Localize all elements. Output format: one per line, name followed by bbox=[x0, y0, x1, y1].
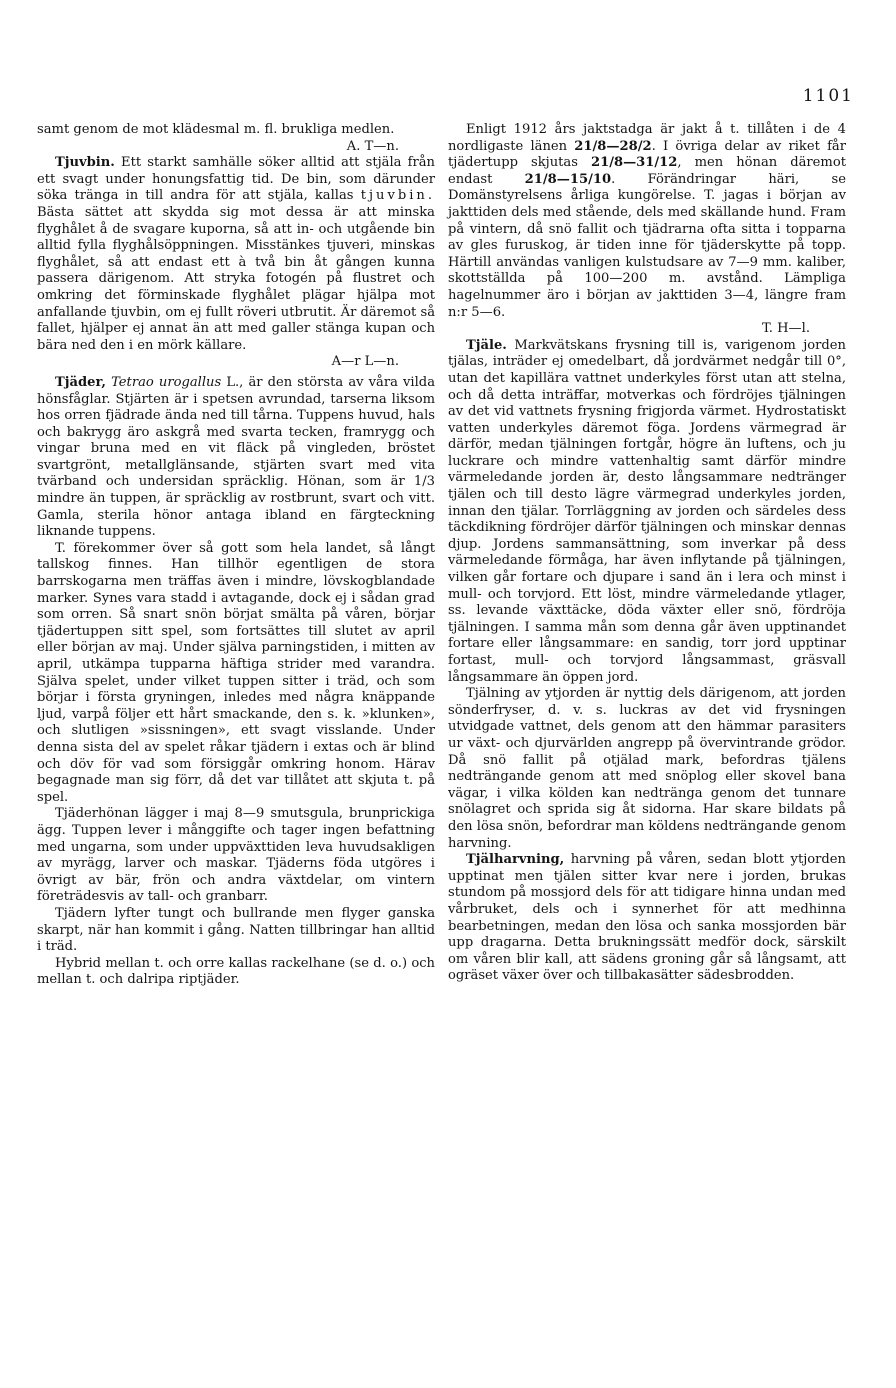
hunting-date-3: 21/8—15/10 bbox=[524, 171, 612, 187]
tjuvbin-tail bbox=[37, 122, 435, 155]
entry-tjader-headword: Tjäder, bbox=[55, 374, 106, 390]
entry-tjader-hunting bbox=[448, 122, 846, 338]
right-column bbox=[448, 122, 846, 985]
entry-tjale-headword: Tjäle. bbox=[466, 337, 507, 353]
entry-tjader bbox=[37, 375, 435, 541]
hunting-date-1: 21/8—28/2 bbox=[574, 138, 652, 154]
entry-tjader-paragraph-5: Hybrid mellan t. och orre kallas rackelhane (se d. o.) och mellan t. och dalripa riptjäder. bbox=[37, 955, 435, 988]
entry-tjader-latin-name: Tetrao urogallus bbox=[111, 374, 222, 390]
entry-tjuvbin-text-a: Ett starkt samhälle söker alltid att stjäla från ett svagt under honungsfattig tid. De bin, som därunder söka tränga in till andra för att stjäla, kallas bbox=[37, 155, 435, 204]
entry-tjale-text: Markvätskans frysning till is, varigenom jorden tjälas, inträder ej omedelbart, då jordvärmet nedgår till 0°, utan det kapillära vattnet underkyles först utan att stelna, och då detta inträffar, motverkas och fördröjes tjälningen av det vid vattnets frysning frigjorda värmet. Hydrostatiskt vatten underkyles däremot föga. Jordens värmegrad är därför, medan tjälningen fortgår, högre än luftens, och ju luckrare och mindre vattenhaltig samt därför mindre värmeledande jorden är, desto långsammare nedtränger tjälen och till desto lägre värmegrad underkyles jorden, innan den tjälar. Torrläggning av jorden och särdeles dess täckdikning fördröjer därför tjälningen och minskar dennas djup. Jordens sammansättning, som inverkar på dess värmeledande förmåga, har även inflytande på tjälningen, vilken går fortare och djupare i sand än i lera och minst i mull- och torvjord. Ett löst, mindre värmeledande ytlager, ss. levande växttäcke, döda växter eller snö, fördröja tjälningen. I samma mån som denna går även upptinandet fortare eller långsammare: en sandig, torr jord upptinar fortast, mull- och torvjord långsammast, gräsvall långsammare än öppen jord. bbox=[448, 337, 846, 685]
entry-tjuvbin bbox=[37, 155, 435, 371]
hunting-text-1: Enligt 1912 års jaktstadga är jakt å t. tillåten i de 4 nordligaste länen bbox=[448, 122, 846, 154]
entry-tjader-paragraph-2: T. förekommer över så gott som hela landet, så långt tallskog finnes. Han tillhör egentligen de stora barrskogarna men träffas även i mindre, lövskogblandade marker. Synes vara stadd i avtagande, dock ej i sådan grad som orren. Så snart snön börjat smälta på våren, börjar tjädertuppen sitt spel, som fortsättes till slutet av april eller början av maj. Under själva parningstiden, i mitten av april, utkämpa tupparna häftiga strider med varandra. Själva spelet, under vilket tuppen sitter i träd, och som börjar i första gryningen, inledes med några knäppande ljud, varpå följer ett hårt smackande, den s. k. »klunken», och slutligen »sissningen», ett svagt visslande. Under denna sista del av spelet råkar tjädern i extas och är blind och döv för vad som försiggår omkring honom. Härav begagnade man sig förr, då det var tillåtet att skjuta t. på spel. bbox=[37, 540, 435, 805]
entry-tjader-fraction: 1/3 bbox=[413, 474, 435, 490]
entry-tjalharvning-text: harvning på våren, sedan blott ytjorden upptinat men tjälen sitter kvar nere i jorden, brukas stundom på mossjord dels för att tidigare hinna undan med vårbruket, dels och i synnerhet för att medhinna bearbetningen, medan den lösa och sanka mossjorden bär upp dragarna. Detta brukningssätt medför dock, särskilt om våren blir kall, att sädens groning går så långsamt, att ogräset växer över och tillbakasätter sädesbrodden. bbox=[448, 852, 846, 984]
entry-tjader-text-a: L., är den största av våra vilda hönsfåglar. Stjärten är i spetsen avrundad, tarserna liksom hos orren fjädrade ända ned till tårna. Tuppens huvud, hals och bakrygg äro askgrå med svarta tecken, framrygg och vingar bruna med en vit fläck på vingleden, bröstet svartgrönt, metallglänsande, stjärten svart med vita tvärband och undersidan spräcklig. Hönan, som är bbox=[37, 374, 435, 490]
entry-tjalharvning bbox=[448, 852, 846, 985]
entry-tjader-paragraph-3: Tjäderhönan lägger i maj 8—9 smutsgula, brunprickiga ägg. Tuppen lever i månggifte och tager ingen befattning med ungarna, som under uppväxttiden leva huvudsakligen av myrägg, larver och maskar. Tjäderns föda utgöres i övrigt av bär, frön och andra växtdelar, om vintern företrädesvis av tall- och granbarr. bbox=[37, 806, 435, 905]
entry-tjuvbin-headword: Tjuvbin. bbox=[55, 155, 115, 171]
page-number: 1101 bbox=[802, 86, 854, 106]
entry-tjale-paragraph-2: Tjälning av ytjorden är nyttig dels därigenom, att jorden sönderfryser, d. v. s. luckras av det vid frysningen utvidgade vattnet, dels genom att den hämmar parasiters ur växt- och djurvärlden angrepp på övervintrande grödor. Då snö fallit på otjälad mark, befordras tjälens nedträngande genom att med snöplog eller skovel bana vägar, i vilka kölden kan nedtränga genom det tunnare snölagret och sprida sig åt sidorna. Har skare bildats på den lösa snön, befordrar man köldens nedträngande genom harvning. bbox=[448, 686, 846, 851]
tjuvbin-tail-text: samt genom de mot klädesmal m. fl. brukliga medlen. bbox=[37, 122, 395, 137]
entry-tjader-text-b: mindre än tuppen, är spräcklig av rostbrunt, svart och vitt. Gamla, sterila hönor antaga ibland en färgteckning liknande tuppens. bbox=[37, 491, 435, 540]
hunting-text-2: . I övriga delar av riket får tjädertupp skjutas bbox=[448, 138, 846, 171]
hunting-text-3: , men hönan däremot endast bbox=[448, 155, 846, 187]
entry-tjuvbin-text-b: Bästa sättet att skydda sig mot dessa är att minska flyghålet å de svagare kuporna, så att in- och utgående bin alltid fylla flyghålsöppningen. Misstänkes tjuveri, minskas flyghålet, så att endast ett à två bin åt gången kunna passera därigenom. Att stryka fotogén på flustret och omkring det förminskade flyghålet plägar hjälpa mot anfallande tjuvbin, om ej fullt röveri utbrutit. Är däremot så fallet, hjälper ej annat än att med galler stänga kupan och bära ned den i en mörk källare. bbox=[37, 204, 435, 353]
hunting-signature: T. H—l. bbox=[762, 321, 810, 337]
entry-tjuvbin-term: tjuvbin. bbox=[360, 188, 436, 204]
entry-tjader-paragraph-4: Tjädern lyfter tungt och bullrande men flyger ganska skarpt, när han kommit i gång. Natten tillbringar han alltid i träd. bbox=[37, 905, 435, 955]
hunting-text-4: . Förändringar häri, se Domänstyrelsens årliga kungörelse. T. jagas i början av jakttiden dels med stående, dels med skällande hund. Fram på vintern, då snö fallit och tjädrarna ofta sitta i topparna av gles furuskog, är tiden inne för tjäderskytte på topp. Härtill användas vanligen kulstudsare av 7—9 mm. kaliber, skottställda på 100—200 m. avstånd. Lämpliga hagelnummer äro i början av jakttiden 3—4, längre fram n:r 5—6. bbox=[448, 171, 846, 320]
tjuvbin-tail-signature: A. T—n. bbox=[346, 138, 399, 154]
entry-tjalharvning-headword: Tjälharvning, bbox=[466, 852, 565, 868]
entry-tjuvbin-signature: A—r L—n. bbox=[331, 354, 399, 370]
entry-tjale bbox=[448, 338, 846, 686]
hunting-date-2: 21/8—31/12 bbox=[590, 155, 678, 171]
left-column bbox=[37, 122, 435, 989]
